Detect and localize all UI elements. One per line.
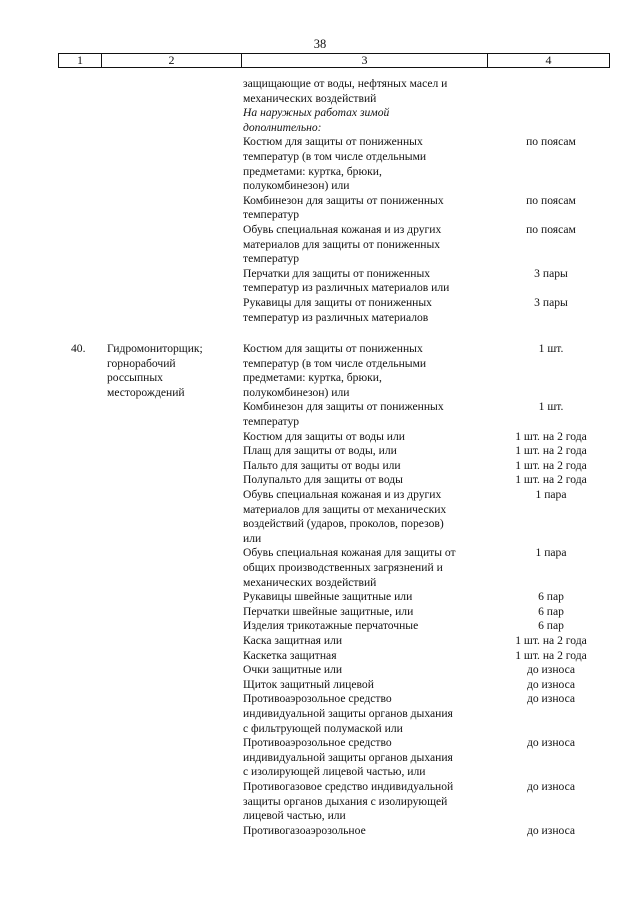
- item-description-line: температур (в том числе отдельными: [243, 149, 427, 163]
- item-description: [243, 194, 493, 223]
- item-quantity: до износа: [526, 780, 576, 793]
- item-description-line: дополнительно:: [243, 120, 322, 134]
- item-description-line: Полупальто для защиты от воды: [243, 473, 403, 487]
- item-description-line: Обувь специальная кожаная и из других: [243, 223, 442, 236]
- item-description: [243, 605, 493, 620]
- item-description: [243, 400, 493, 429]
- item-quantity: по поясам: [526, 193, 576, 207]
- item-description-line: с фильтрующей полумаской или: [243, 721, 403, 735]
- item-description-line: или: [243, 531, 262, 545]
- item-description: [243, 135, 493, 193]
- profession-name: [107, 342, 242, 400]
- item-description-line: Перчатки для защиты от пониженных: [243, 266, 431, 280]
- item-description: [243, 296, 493, 325]
- item-description-line: защищающие от воды, нефтяных масел и: [243, 77, 448, 90]
- item-description: [243, 77, 493, 106]
- item-description-line: Костюм для защиты от пониженных: [243, 135, 423, 149]
- item-quantity: 6 пар: [538, 590, 564, 604]
- item-description: [243, 692, 493, 736]
- item-description-line: индивидуальной защиты органов дыхания: [243, 706, 453, 720]
- item-description-line: температур из различных материалов или: [243, 281, 450, 295]
- item-description: [243, 342, 493, 400]
- item-description-line: температур из различных материалов: [243, 310, 429, 324]
- item-quantity: 6 пар: [538, 619, 564, 633]
- item-description-line: Пальто для защиты от воды или: [243, 458, 401, 472]
- item-description: [243, 590, 493, 605]
- item-description-line: Костюм для защиты от воды или: [243, 429, 405, 443]
- item-description-line: температур: [243, 414, 300, 428]
- item-description: [243, 430, 493, 445]
- item-quantity: 1 шт. на 2 года: [515, 648, 587, 662]
- profession-line: горнорабочий: [107, 356, 176, 370]
- item-description-line: Каскетка защитная: [243, 648, 337, 662]
- item-description: [243, 106, 493, 135]
- item-quantity: 1 шт. на 2 года: [515, 444, 587, 458]
- item-description: [243, 736, 493, 780]
- item-quantity: до износа: [526, 677, 576, 691]
- item-quantity: 1 шт. на 2 года: [515, 634, 587, 647]
- item-quantity: 1 шт.: [538, 342, 564, 355]
- item-quantity: до износа: [526, 823, 576, 837]
- item-description: [243, 663, 493, 678]
- item-quantity: 1 шт.: [538, 400, 564, 414]
- item-quantity: 1 шт. на 2 года: [515, 458, 587, 472]
- item-description: [243, 459, 493, 474]
- item-description-line: Костюм для защиты от пониженных: [243, 342, 423, 355]
- item-quantity: 1 шт. на 2 года: [515, 473, 587, 487]
- profession-line: месторождений: [107, 385, 185, 399]
- item-description-line: Очки защитные или: [243, 663, 343, 677]
- item-description-line: полукомбинезон) или: [243, 385, 350, 399]
- item-quantity: 1 пара: [535, 546, 567, 560]
- item-description: [243, 488, 493, 546]
- item-description: [243, 223, 493, 267]
- item-description-line: Противоаэрозольное средство: [243, 692, 392, 706]
- item-description: [243, 546, 493, 590]
- page-number: 38: [313, 37, 327, 51]
- item-description: [243, 267, 493, 296]
- item-description-line: Обувь специальная кожаная для защиты от: [243, 546, 456, 560]
- item-description-line: механических воздействий: [243, 575, 377, 589]
- item-description: [243, 444, 493, 459]
- header-col-4: 4: [545, 53, 552, 67]
- item-description-line: индивидуальной защиты органов дыхания: [243, 750, 453, 764]
- item-description-line: материалов для защиты от пониженных: [243, 237, 441, 251]
- item-quantity: по поясам: [526, 135, 576, 149]
- item-description: [243, 649, 493, 664]
- item-description-line: защиты органов дыхания с изолирующей: [243, 794, 448, 808]
- item-description: [243, 634, 493, 649]
- item-description-line: Противогазоаэрозольное: [243, 823, 366, 837]
- item-description-line: Плащ для защиты от воды, или: [243, 444, 397, 458]
- item-description-line: общих производственных загрязнений и: [243, 560, 443, 574]
- item-description-line: температур: [243, 252, 300, 266]
- item-description-line: воздействий (ударов, проколов, порезов): [243, 517, 444, 531]
- item-description-line: предметами: куртка, брюки,: [243, 371, 382, 385]
- item-description-line: На наружных работах зимой: [243, 106, 390, 120]
- item-quantity: 3 пары: [534, 296, 568, 309]
- item-quantity: до износа: [526, 736, 576, 750]
- item-quantity: 3 пары: [534, 266, 568, 280]
- item-description: [243, 619, 493, 634]
- item-quantity: до износа: [526, 692, 576, 706]
- item-description: [243, 473, 493, 488]
- item-quantity: до износа: [526, 663, 576, 677]
- item-description-line: Обувь специальная кожаная и из других: [243, 488, 442, 501]
- item-quantity: 1 пара: [535, 488, 567, 501]
- item-description-line: Рукавицы швейные защитные или: [243, 590, 413, 604]
- item-description: [243, 678, 493, 693]
- profession-line: Гидромониторщик;: [107, 342, 203, 355]
- item-quantity: 6 пар: [538, 604, 564, 618]
- item-number: 40.: [71, 342, 86, 355]
- item-description: [243, 824, 493, 839]
- item-description-line: с изолирующей лицевой частью, или: [243, 765, 426, 779]
- item-description-line: механических воздействий: [243, 91, 377, 105]
- header-col-2: 2: [102, 54, 242, 67]
- item-quantity: по поясам: [526, 223, 576, 236]
- item-description-line: Противогазовое средство индивидуальной: [243, 780, 454, 793]
- table-header: [58, 53, 610, 68]
- item-description-line: Комбинезон для защиты от пониженных: [243, 400, 444, 414]
- item-quantity: 1 шт. на 2 года: [515, 429, 587, 443]
- item-description-line: Изделия трикотажные перчаточные: [243, 619, 419, 633]
- profession-line: россыпных: [107, 371, 163, 385]
- item-description-line: Рукавицы для защиты от пониженных: [243, 296, 432, 309]
- item-description: [243, 780, 493, 824]
- item-description-line: полукомбинезон) или: [243, 179, 350, 193]
- item-description-line: Противоаэрозольное средство: [243, 736, 392, 750]
- item-description-line: Щиток защитный лицевой: [243, 677, 374, 691]
- item-description-line: температур (в том числе отдельными: [243, 356, 427, 370]
- item-description-line: лицевой частью, или: [243, 809, 346, 823]
- item-description-line: Каска защитная или: [243, 634, 343, 647]
- header-col-1: 1: [59, 54, 102, 67]
- item-description-line: Комбинезон для защиты от пониженных: [243, 193, 444, 207]
- item-description-line: материалов для защиты от механических: [243, 502, 447, 516]
- item-description-line: Перчатки швейные защитные, или: [243, 604, 414, 618]
- item-description-line: предметами: куртка, брюки,: [243, 164, 382, 178]
- header-col-3: 3: [242, 54, 488, 67]
- item-description-line: температур: [243, 208, 300, 222]
